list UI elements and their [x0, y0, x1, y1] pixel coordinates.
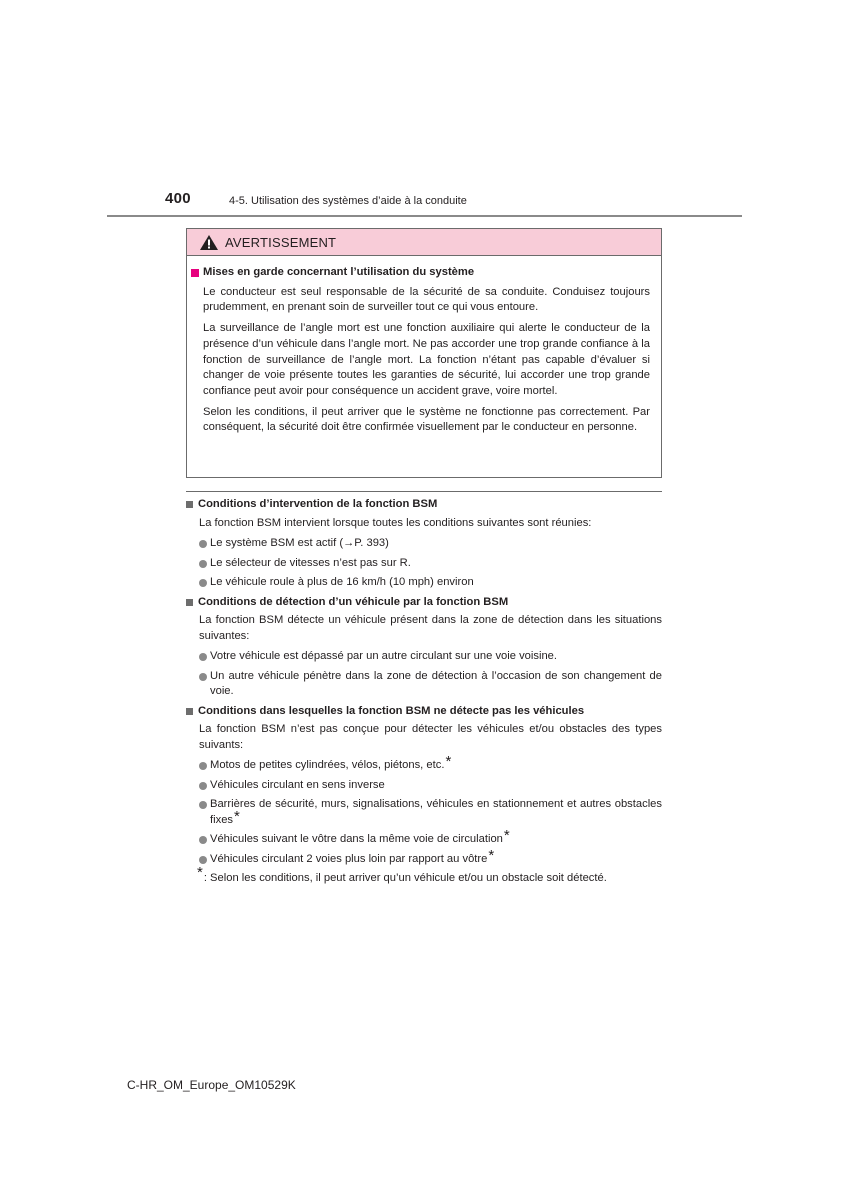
page-number: 400 — [165, 190, 191, 207]
pink-square-icon — [191, 269, 199, 277]
warning-paragraph: Le conducteur est seul responsable de la sécurité de sa conduite. Conduisez toujours prudemment, en prenant soin de surveiller tout ce qui vous entoure. — [203, 285, 650, 314]
bullet-dot-icon — [199, 782, 207, 790]
bullet-dot-icon — [199, 579, 207, 587]
section-heading-text: Conditions de détection d’un véhicule par la fonction BSM — [198, 595, 509, 608]
list-item — [199, 846, 662, 868]
document-id: C-HR_OM_Europe_OM10529K — [127, 1078, 296, 1092]
section-divider — [186, 491, 662, 492]
list-item — [199, 536, 662, 552]
list-item-text: Motos de petites cylindrées, vélos, piétons, etc.* — [210, 753, 452, 771]
list-item — [199, 778, 662, 794]
section-heading — [186, 497, 662, 513]
list-item-text: Véhicules circulant 2 voies plus loin par rapport au vôtre* — [210, 846, 495, 865]
footnote — [197, 864, 662, 887]
list-item-text: Votre véhicule est dépassé par un autre circulant sur une voie voisine. — [210, 650, 558, 662]
list-item-text: Véhicules circulant en sens inverse — [210, 778, 385, 791]
list-item-text: Le véhicule roule à plus de 16 km/h (10 mph) environ — [210, 576, 474, 588]
list-item — [199, 649, 662, 665]
footnote-star: * — [234, 807, 240, 825]
list-item-text: Véhicules suivant le vôtre dans la même voie de circulation* — [210, 827, 510, 845]
section-intro: La fonction BSM n’est pas conçue pour détecter les véhicules et/ou obstacles des types suivants: — [199, 723, 662, 751]
footnote-star: * — [488, 846, 495, 864]
section-heading — [186, 595, 662, 611]
list-item — [199, 753, 662, 774]
section-intro: La fonction BSM intervient lorsque toutes les conditions suivantes sont réunies: — [199, 516, 592, 529]
warning-subheading — [191, 265, 650, 281]
warning-subheading-text: Mises en garde concernant l’utilisation du système — [203, 266, 475, 278]
section-heading-text: Conditions dans lesquelles la fonction BSM ne détecte pas les véhicules — [198, 704, 585, 717]
bullet-dot-icon — [199, 856, 207, 864]
section-title: 4-5. Utilisation des systèmes d’aide à la conduite — [229, 195, 467, 207]
list-item — [199, 797, 662, 828]
bullet-dot-icon — [199, 653, 207, 661]
gray-square-icon — [186, 599, 193, 606]
footnote-text: : Selon les conditions, il peut arriver qu’un véhicule et/ou un obstacle soit détecté. — [203, 872, 607, 884]
bullet-dot-icon — [199, 762, 207, 770]
section-heading — [186, 704, 662, 720]
warning-header — [187, 229, 661, 256]
bullet-dot-icon — [199, 560, 207, 568]
main-content — [186, 497, 662, 887]
warning-paragraph: La surveillance de l’angle mort est une fonction auxiliaire qui alerte le conducteur de la présence d’un véhicule dans l’angle mort. Ne pas accorder une trop grande confiance à la fonction de surveillance de l’angle mort. La fonction n’étant pas capable d’évaluer si changer de voie présente toutes les garanties de sécurité, lui accorder une trop grande confiance peut avoir pour conséquence un accident grave, voire mortel. — [203, 322, 650, 397]
warning-triangle-icon — [199, 234, 219, 251]
section-heading-text: Conditions d’intervention de la fonction BSM — [198, 498, 438, 510]
list-item-text: Le sélecteur de vitesses n’est pas sur R. — [210, 556, 411, 569]
gray-square-icon — [186, 501, 193, 508]
header-divider — [107, 215, 742, 217]
section-intro: La fonction BSM détecte un véhicule présent dans la zone de détection dans les situations suivantes: — [199, 614, 662, 642]
list-item-text: Barrières de sécurité, murs, signalisations, véhicules en stationnement et autres obstacles fixes* — [210, 798, 662, 826]
list-item — [199, 575, 662, 591]
list-item — [199, 827, 662, 848]
footnote-star: * — [503, 827, 510, 844]
warning-paragraph: Selon les conditions, il peut arriver que le système ne fonctionne pas correctement. Par conséquent, la sécurité doit être confirmée visuellement par le conducteur en personne. — [203, 405, 650, 434]
list-item-text: Un autre véhicule pénètre dans la zone de détection à l’occasion de son changement de voie. — [210, 669, 662, 697]
list-item — [199, 556, 662, 572]
warning-body — [187, 256, 661, 436]
list-item — [199, 669, 662, 700]
list-item-text: Le système BSM est actif (→P. 393) — [210, 537, 389, 549]
footnote-mark: * — [197, 864, 203, 881]
bullet-dot-icon — [199, 836, 207, 844]
bullet-dot-icon — [199, 540, 207, 548]
gray-square-icon — [186, 708, 193, 715]
footnote-star: * — [445, 753, 452, 770]
warning-box — [186, 228, 662, 478]
bullet-dot-icon — [199, 673, 207, 681]
warning-title: AVERTISSEMENT — [225, 234, 337, 250]
bullet-dot-icon — [199, 801, 207, 809]
